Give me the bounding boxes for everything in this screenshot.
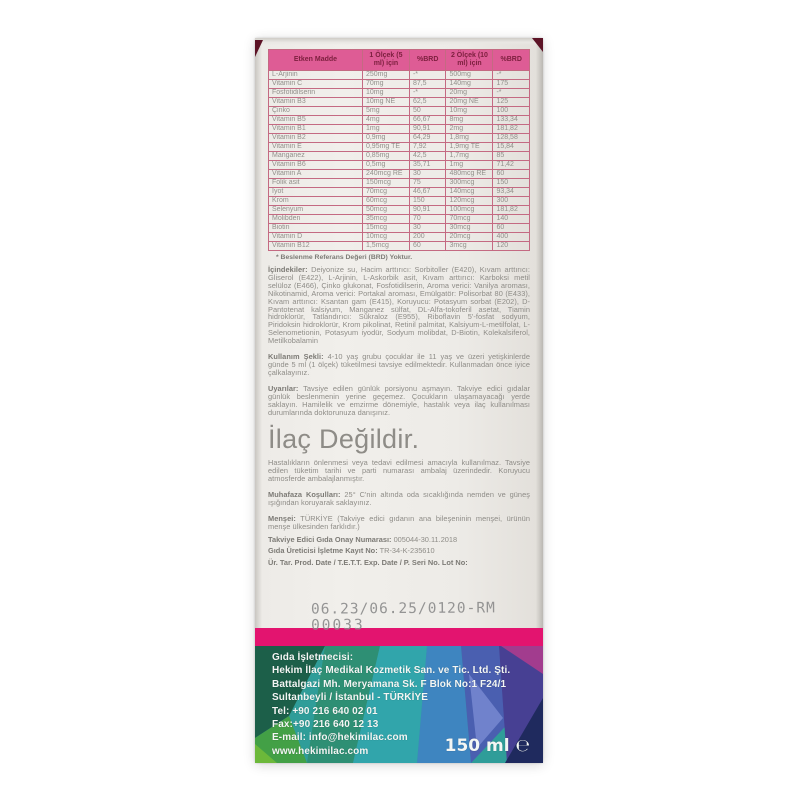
table-cell: 87,5: [409, 80, 446, 89]
table-cell: 60mcg: [362, 197, 409, 206]
table-cell: 60: [409, 242, 446, 251]
approval-number-label: Takviye Edici Gıda Onay Numarası:: [268, 534, 392, 544]
footer-line: Battalgazi Mh. Meryamana Sk. F Blok No:1 F24/1: [272, 678, 507, 690]
table-cell: 100: [493, 107, 530, 116]
table-cell: 140mcg: [446, 188, 493, 197]
origin-paragraph: [268, 515, 530, 531]
table-cell: 90,91: [409, 206, 446, 215]
table-cell: Selenyum: [269, 206, 363, 215]
disclaimer-paragraph: Hastalıkların önlenmesi veya tedavi edilmesi amacıyla kullanılmaz. Tavsiye edilen tüketim tarihi ve parti numarası ambalaj üzerindedir. Koruyucu atmosferde ambalajlanmıştır.: [268, 458, 530, 484]
nutrition-table-section: [268, 49, 530, 261]
table-cell: 1mg: [446, 161, 493, 170]
table-cell: 0,9mg: [362, 134, 409, 143]
usage-label: Kullanım Şekli:: [268, 352, 324, 362]
table-cell: 0,85mg: [362, 152, 409, 161]
table-cell: 75: [409, 179, 446, 188]
stamp-lot-number: 00033: [310, 617, 365, 634]
table-cell: 3mcg: [446, 242, 493, 251]
table-cell: Vitamin E: [269, 143, 363, 152]
table-row: [269, 98, 530, 107]
table-cell: 20mg: [446, 89, 493, 98]
table-cell: 93,34: [493, 188, 530, 197]
table-row: [269, 197, 530, 206]
table-cell: 60: [493, 170, 530, 179]
box-corner-accent-left: [255, 40, 263, 57]
table-cell: 90,91: [409, 125, 446, 134]
table-cell: Vitamin D: [269, 233, 363, 242]
table-cell: 20mcg: [446, 233, 493, 242]
col-header-etken-madde: Etken Madde: [269, 50, 363, 71]
table-cell: 2mg: [446, 125, 493, 134]
table-cell: 300mcg: [446, 179, 493, 188]
table-cell: İyot: [269, 188, 363, 197]
table-cell: Folik asit: [269, 179, 363, 188]
table-cell: 50: [409, 107, 446, 116]
table-cell: 30: [409, 224, 446, 233]
table-cell: 150: [409, 197, 446, 206]
table-cell: 0,95mg TE: [362, 143, 409, 152]
storage-label: Muhafaza Koşulları:: [268, 490, 341, 500]
table-row: [269, 71, 530, 80]
table-row: [269, 152, 530, 161]
table-cell: Vitamin B3: [269, 98, 363, 107]
approval-number-value: 005044-30.11.2018: [391, 534, 458, 544]
net-volume: 150 ml ℮: [444, 736, 530, 756]
registry-number-value: TR-34-K-235610: [377, 546, 435, 556]
table-footnote: * Beslenme Referans Değeri (BRD) Yoktur.: [276, 254, 413, 262]
table-cell: 46,67: [409, 188, 446, 197]
ingredients-paragraph: [268, 266, 530, 345]
table-cell: 120mcg: [446, 197, 493, 206]
table-cell: 1mg: [362, 125, 409, 134]
table-cell: 1,8mg: [446, 134, 493, 143]
table-cell: 64,29: [409, 134, 446, 143]
table-row: [269, 107, 530, 116]
table-cell: 70mcg: [362, 188, 409, 197]
footer-line: Hekim İlaç Medikal Kozmetik San. ve Tic. Ltd. Şti.: [272, 665, 511, 677]
label-text-content: [268, 266, 530, 570]
table-cell: 20mg NE: [446, 98, 493, 107]
table-cell: L-Arjinin: [269, 71, 363, 80]
table-cell: 60: [493, 224, 530, 233]
table-cell: 100mcg: [446, 206, 493, 215]
table-cell: 30: [409, 170, 446, 179]
product-box-back-label: [255, 38, 543, 763]
table-cell: 250mg: [362, 71, 409, 80]
table-cell: Vitamin B12: [269, 242, 363, 251]
table-cell: 5mg: [362, 107, 409, 116]
origin-text: TÜRKİYE (Takviye edici gıdanın ana bileşeninin menşei, ürünün menşe ülkesinden farklıdır.): [268, 513, 530, 531]
footer-line: Tel: +90 216 640 02 01: [272, 705, 378, 717]
not-medicine-heading: İlaç Değildir.: [268, 424, 420, 455]
table-cell: 150: [493, 179, 530, 188]
table-cell: Vitamin C: [269, 80, 363, 89]
table-cell: 175: [493, 80, 530, 89]
table-cell: -*: [409, 89, 446, 98]
table-cell: 70mcg: [446, 215, 493, 224]
table-row: [269, 125, 530, 134]
table-cell: -*: [493, 89, 530, 98]
usage-text: 4-10 yaş grubu çocuklar ile 11 yaş ve üzeri yetişkinlerde günde 5 ml (1 ölçek) tüketilmesi tavsiye edilmektedir. Kullanmadan önce iyice çalkalayınız.: [268, 352, 530, 377]
company-label: Gıda İşletmecisi:: [272, 652, 354, 663]
footer-line: E-mail: info@hekimilac.com: [272, 732, 408, 744]
table-cell: 133,34: [493, 116, 530, 125]
table-cell: 85: [493, 152, 530, 161]
table-cell: 15,84: [493, 143, 530, 152]
col-header-brd-2: %BRD: [493, 50, 530, 71]
date-lot-caption: Ür. Tar. Prod. Date / T.E.T.T. Exp. Date / P. Seri No. Lot No:: [268, 557, 468, 567]
table-cell: 140mg: [446, 80, 493, 89]
table-cell: 4mg: [362, 116, 409, 125]
nutrition-table-body: [269, 71, 530, 251]
footer-line: Fax:+90 216 640 12 13: [272, 719, 379, 731]
table-cell: 66,67: [409, 116, 446, 125]
table-cell: Fosfotidilserin: [269, 89, 363, 98]
table-cell: 181,82: [493, 125, 530, 134]
footer-artwork: [255, 646, 543, 763]
table-row: [269, 215, 530, 224]
table-cell: 400: [493, 233, 530, 242]
table-cell: -*: [409, 71, 446, 80]
stamp-dates: 06.23/06.25/0120-RM: [310, 600, 496, 618]
registry-number-label: Gıda Üreticisi İşletme Kayıt No:: [268, 546, 378, 556]
footer-line: Sultanbeyli / İstanbul - TÜRKİYE: [272, 692, 428, 704]
storage-text: 25° C'nin altında oda sıcaklığında nemden ve güneş ışığından koruyarak saklayınız.: [268, 490, 531, 508]
usage-paragraph: [268, 353, 530, 377]
table-cell: Vitamin B5: [269, 116, 363, 125]
table-cell: 300: [493, 197, 530, 206]
table-cell: 480mcg RE: [446, 170, 493, 179]
table-cell: 0,5mg: [362, 161, 409, 170]
table-cell: 125: [493, 98, 530, 107]
table-cell: 70: [409, 215, 446, 224]
approval-number-line: [268, 536, 530, 544]
table-row: [269, 179, 530, 188]
table-cell: 1,7mg: [446, 152, 493, 161]
table-row: [269, 134, 530, 143]
table-cell: 62,5: [409, 98, 446, 107]
table-cell: -*: [493, 71, 530, 80]
table-cell: 50mcg: [362, 206, 409, 215]
production-date-stamp: [311, 601, 496, 633]
table-cell: 8mg: [446, 116, 493, 125]
nutrition-table-header: [269, 50, 530, 71]
table-row: [269, 170, 530, 179]
table-cell: 150mcg: [362, 179, 409, 188]
date-lot-caption-line: [268, 559, 530, 567]
storage-paragraph: [268, 491, 530, 507]
box-corner-accent-right: [532, 38, 543, 52]
table-cell: Biotin: [269, 224, 363, 233]
table-cell: 35mcg: [362, 215, 409, 224]
table-cell: 10mg: [446, 107, 493, 116]
table-row: [269, 116, 530, 125]
table-row: [269, 242, 530, 251]
table-row: [269, 161, 530, 170]
ingredients-label: İçindekiler:: [268, 265, 308, 274]
table-row: [269, 80, 530, 89]
nutrition-table: [268, 49, 530, 251]
table-cell: Vitamin B2: [269, 134, 363, 143]
registry-number-line: [268, 547, 530, 555]
table-cell: 140: [493, 215, 530, 224]
table-cell: 181,82: [493, 206, 530, 215]
table-cell: 500mg: [446, 71, 493, 80]
table-cell: 30mcg: [446, 224, 493, 233]
warnings-text: Tavsiye edilen günlük porsiyonu aşmayın. Takviye edici gıdalar günlük beslenmenin yerine geçemez. Çocukların ulaşamayacağı yerde saklayın. Hamilelik ve emzirme dönemiyle, hastalık veya ilaç kullanılması durumlarında doktorunuza danışınız.: [268, 383, 530, 417]
col-header-brd-1: %BRD: [409, 50, 446, 71]
table-cell: Molibden: [269, 215, 363, 224]
table-cell: Vitamin B1: [269, 125, 363, 134]
footer-line: www.hekimilac.com: [272, 745, 369, 757]
table-cell: 15mcg: [362, 224, 409, 233]
table-row: [269, 224, 530, 233]
table-cell: 42,5: [409, 152, 446, 161]
table-cell: Krom: [269, 197, 363, 206]
table-cell: 1,5mcg: [362, 242, 409, 251]
table-cell: 35,71: [409, 161, 446, 170]
table-cell: Çinko: [269, 107, 363, 116]
table-cell: Vitamin B6: [269, 161, 363, 170]
table-row: [269, 143, 530, 152]
warnings-paragraph: [268, 385, 530, 417]
table-row: [269, 89, 530, 98]
table-row: [269, 233, 530, 242]
table-cell: 7,92: [409, 143, 446, 152]
table-cell: Manganez: [269, 152, 363, 161]
table-cell: 10mg: [362, 89, 409, 98]
warnings-label: Uyarılar:: [268, 383, 299, 393]
table-cell: 1,9mg TE: [446, 143, 493, 152]
table-header-row: [269, 50, 530, 71]
table-cell: 120: [493, 242, 530, 251]
table-row: [269, 206, 530, 215]
table-cell: 200: [409, 233, 446, 242]
table-cell: 128,58: [493, 134, 530, 143]
col-header-1-olcek: 1 Ölçek (5 ml) için: [362, 50, 409, 71]
table-cell: 10mg NE: [362, 98, 409, 107]
table-cell: 10mcg: [362, 233, 409, 242]
table-cell: Vitamin A: [269, 170, 363, 179]
col-header-2-olcek: 2 Ölçek (10 ml) için: [446, 50, 493, 71]
table-cell: 71,42: [493, 161, 530, 170]
table-cell: 70mg: [362, 80, 409, 89]
table-row: [269, 188, 530, 197]
ingredients-text: Deiyonize su, Hacim arttırıcı: Sorbitoller (E420), Kıvam arttırıcı: Gliserol (E422), L-Arjinin, L-Askorbik asit, Kıvam arttırıcı: Karboksi metil selüloz (E466), Çinko glukonat, Fosfotidilserin, Aroma verici: Vanilya aroması, Nikotinamid, Aroma verici: Portakal aroması, Emülgatör: Polisorbat 80 (E433), Kıvam arttırıcı: Ksantan gam (E415), Koruyucu: Potasyum sorbat (E202), D-Pantotenat kalsiyum, Manganez sülfat, DL-Alfa-tokoferil asetat, Tiamin hidroklorür, Tatlandırıcı: Sükraloz (E955), Riboflavin 5'-fosfat sodyum, Piridoksin hidroklorür, Krom pikolinat, Retinil palmitat, Kalsiyum-L-metilfolat, L-Selenometionin, Potasyum iyodür, Sodyum molibdat, D-Biotin, Kolekalsiferol, Metilkobalamin: [268, 265, 530, 346]
table-cell: 240mcg RE: [362, 170, 409, 179]
origin-label: Menşei:: [268, 513, 296, 523]
